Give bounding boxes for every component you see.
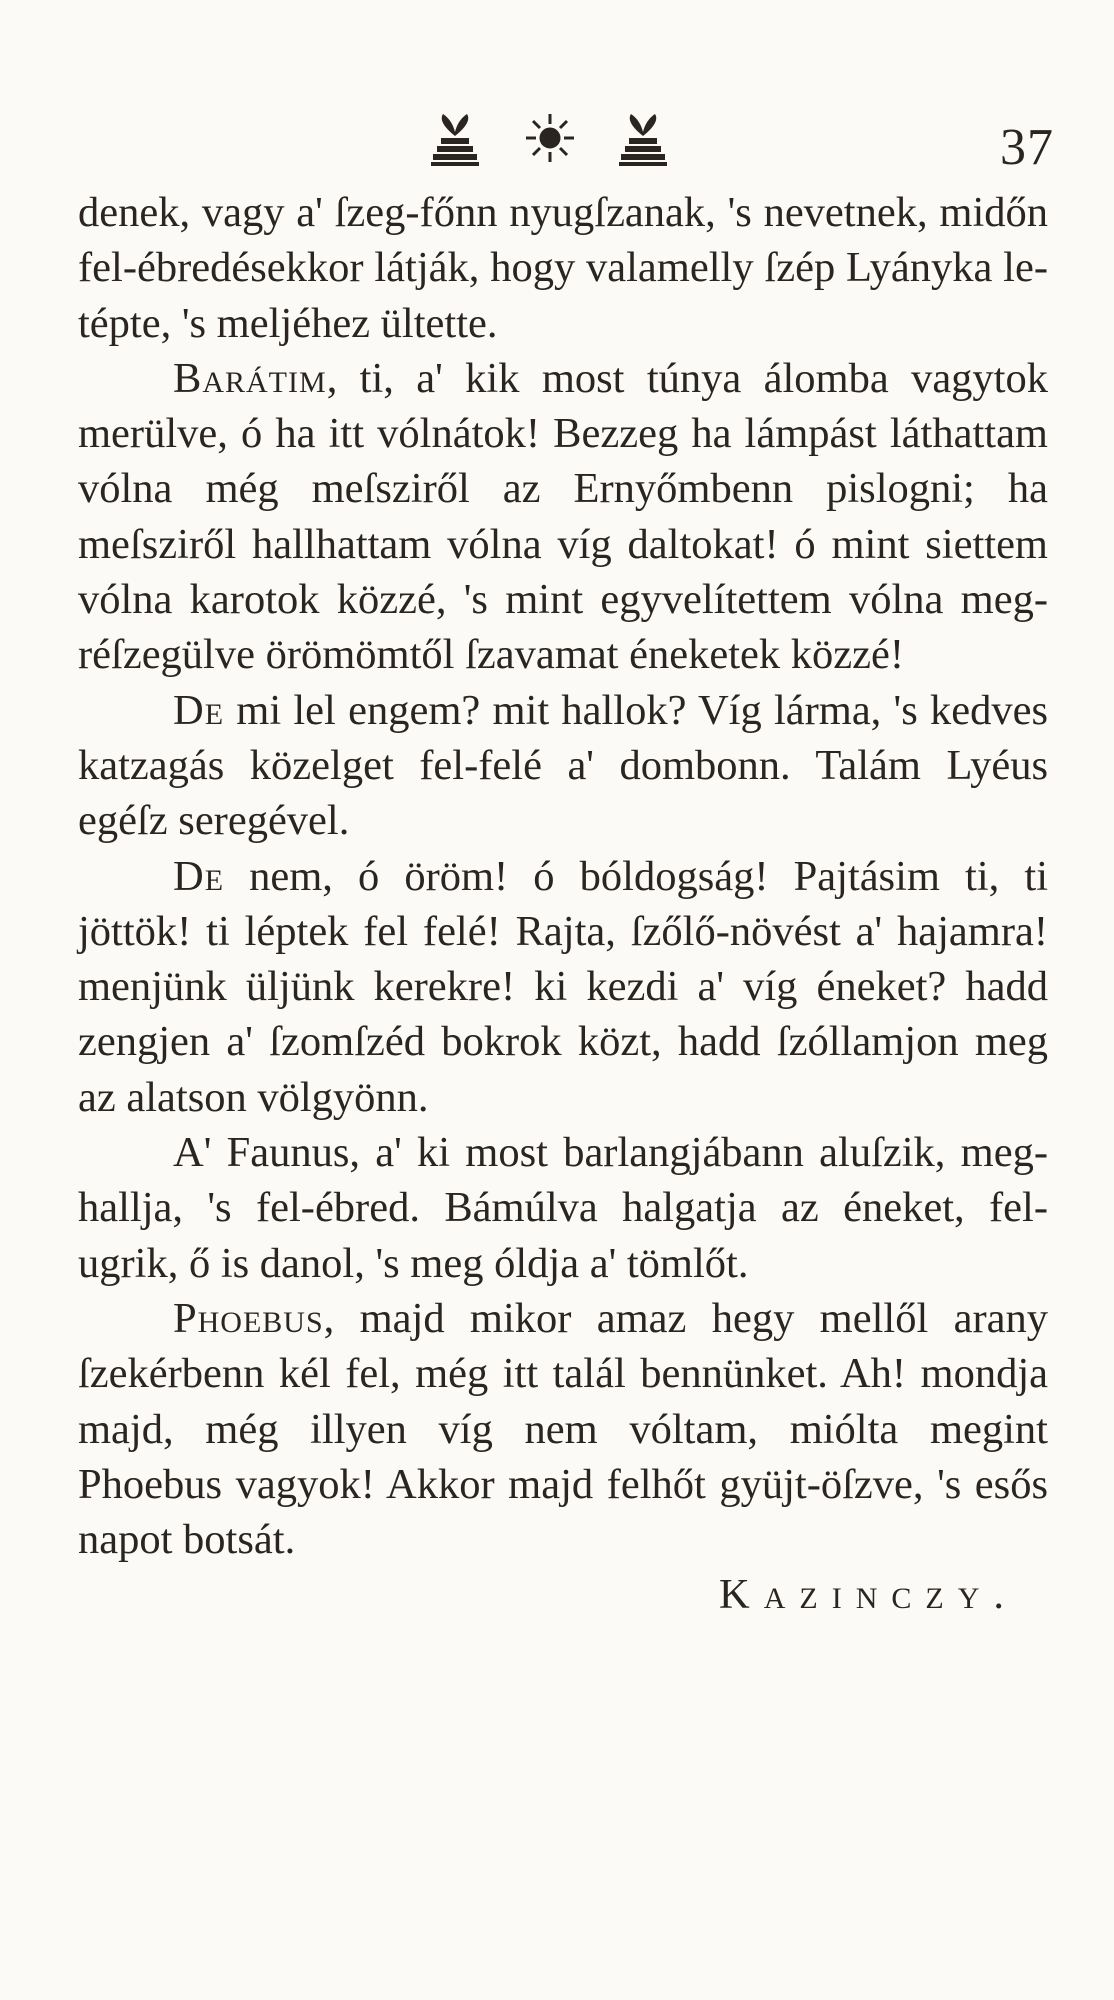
flower-pot-ornament-icon	[619, 114, 667, 166]
paragraph-text: A' Faunus, a' ki most barlangjábann aluſzik, meg-hallja, 's fel-ébred. Bámúlva halgatja az éneket, fel-ugrik, ő is danol, 's meg óldja a' tömlőt.	[78, 1129, 1048, 1287]
paragraph-lead: Phoebus	[173, 1294, 324, 1342]
paragraph-text: , ti, a' kik most túnya álomba vagytok merülve, ó ha itt vólnátok! Bezzeg ha lámpást láthattam vólna még meſsziről az Ernyőmbenn pislogni; ha meſsziről hallhattam vólna víg daltokat! ó mint siettem vólna karotok közzé, 's mint egyvelítettem vólna meg-réſzegülve örömömtől ſzavamat éneketek közzé!	[78, 354, 1048, 679]
body-text	[78, 185, 1048, 1623]
paragraph	[78, 1125, 1048, 1291]
paragraph-lead: Barátim	[173, 354, 327, 402]
flower-pot-ornament-icon	[431, 114, 479, 166]
paragraph-lead: De	[173, 852, 225, 900]
header-ornaments	[425, 110, 675, 170]
paragraph	[78, 849, 1048, 1125]
page-number: 37	[1000, 119, 1054, 176]
paragraph-text: mi lel engem? mit hallok? Víg lárma, 's kedves katzagás közelget fel-felé a' dombonn. Talám Lyéus egéſz seregével.	[78, 686, 1048, 845]
paragraph	[78, 185, 1048, 351]
paragraph-text: denek, vagy a' ſzeg-főnn nyugſzanak, 's nevetnek, midőn fel-ébredésekkor látják, hogy valamelly ſzép Lyányka le-tépte, 's meljéhez ültette.	[78, 189, 1048, 347]
paragraph	[78, 1291, 1048, 1567]
paragraph	[78, 683, 1048, 849]
paragraph	[78, 351, 1048, 683]
author-signature: Kazinczy.	[719, 1571, 1018, 1619]
paragraph-lead: De	[173, 686, 225, 734]
page-header	[0, 110, 1114, 180]
paragraph-text: nem, ó öröm! ó bóldogság! Pajtásim ti, ti jöttök! ti léptek fel felé! Rajta, ſzőlő-növést a' hajamra! menjünk üljünk kerekre! ki kezdi a' víg éneket? hadd zengjen a' ſzomſzéd bokrok közt, hadd ſzóllamjon meg az alatson völgyönn.	[78, 852, 1048, 1121]
sun-ornament-icon	[526, 114, 574, 162]
signature-line	[78, 1567, 1048, 1622]
paragraph-text: , majd mikor amaz hegy mellől arany ſzekérbenn kél fel, még itt talál bennünket. Ah! mondja majd, még illyen víg nem vóltam, miólta megint Phoebus vagyok! Akkor majd felhőt gyüjt-öſzve, 's esős napot botsát.	[78, 1294, 1048, 1564]
